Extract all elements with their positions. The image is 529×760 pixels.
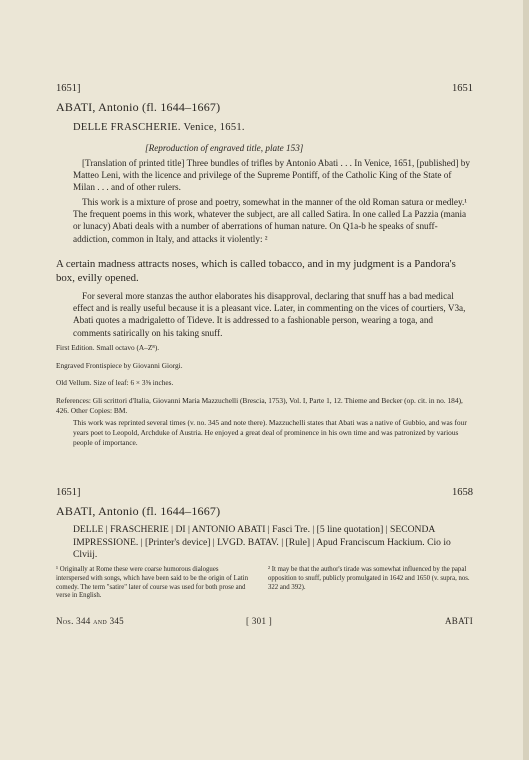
- entry2-heading: ABATI, Antonio (fl. 1644–1667): [56, 504, 221, 518]
- entry1-note: This work was reprinted several times (v. no. 345 and note there). Mazzuchelli states that Abati was a native of Gubbio, and was four years poet to Leopold, Archduke of Austria. He enjoyed a great deal of prominence in his own time and was patronized by various people of importance.: [73, 418, 467, 447]
- page-edge: [523, 0, 529, 760]
- entry1-year-right: 1651: [452, 83, 473, 94]
- entry1-plate-note: [Reproduction of engraved title, plate 153]: [145, 143, 304, 153]
- footer-page-number: [ 301 ]: [246, 616, 273, 626]
- entry1-continuation: For several more stanzas the author elaborates his disapproval, declaring that snuff has a bad medical effect and is really useful because it is a pleasant vice. Later, in commenting on the vices of courtiers, V3a, Abati quotes a madrigaletto of Tideve. It is addressed to a fashionable person, wearing a toga, and comments satirically on his taking snuff.: [73, 291, 466, 338]
- entry1-binding: Old Vellum. Size of leaf: 6 × 3⅝ inches.: [56, 378, 174, 387]
- entry2-year-right: 1658: [452, 487, 473, 498]
- entry1-year-left: 1651]: [56, 83, 81, 94]
- footer-entry-numbers: Nos. 344 and 345: [56, 616, 124, 626]
- entry1-description: This work is a mixture of prose and poetry, somewhat in the manner of the old Roman satura or medley.¹ The frequent poems in this work, whatever the subject, are all called Satira. In one called La Pazzia (mania or lunacy) Abati deals with a number of aberrations of human nature. On Q1a-b he speaks of snuff-addiction, common in Italy, and attacks it violently: ²: [73, 197, 468, 244]
- entry1-quote: A certain madness attracts noses, which is called tobacco, and in my judgment is a Pandora's box, evilly opened.: [56, 258, 456, 284]
- entry1-references: References: Gli scrittori d'Italia, Giovanni Maria Mazzuchelli (Brescia, 1753), Vol. I, Parte 1, 12. Thieme and Becker (op. cit. in no. 184), 426. Other Copies: BM.: [56, 396, 463, 415]
- entry1-translation: [Translation of printed title] Three bundles of trifles by Antonio Abati . . . In Venice, 1651, [published] by Matteo Leni, with the licence and privilege of the Supreme Pontiff, of the Catholic King of the State of Milan . . . and of other rulers.: [73, 158, 470, 193]
- entry2-year-left: 1651]: [56, 487, 81, 498]
- entry1-frontispiece: Engraved Frontispiece by Giovanni Giorgi.: [56, 361, 183, 370]
- footnote-2: ² It may be that the author's tirade was somewhat influenced by the papal opposition to snuff, publicly promulgated in 1642 and 1650 (v. supra, nos. 322 and 392).: [268, 566, 470, 591]
- entry1-first-edition: First Edition. Small octavo (A–Z⁸).: [56, 343, 160, 352]
- footer-running-title: ABATI: [445, 616, 473, 626]
- entry1-title: DELLE FRASCHERIE. Venice, 1651.: [73, 122, 245, 133]
- footnote-1: ¹ Originally at Rome these were coarse humorous dialogues interspersed with songs, which have been said to be the origin of Latin comedy. The term "satire" later of course was used for both prose and verse in English.: [56, 566, 248, 600]
- entry2-title: DELLE | FRASCHERIE | DI | ANTONIO ABATI | Fasci Tre. | [5 line quotation] | SECONDA IMPRESSIONE. | [Printer's device] | LVGD. BATAV. | [Rule] | Apud Franciscum Hackium. Cio io Clviij.: [73, 524, 451, 561]
- entry1-heading: ABATI, Antonio (fl. 1644–1667): [56, 100, 221, 114]
